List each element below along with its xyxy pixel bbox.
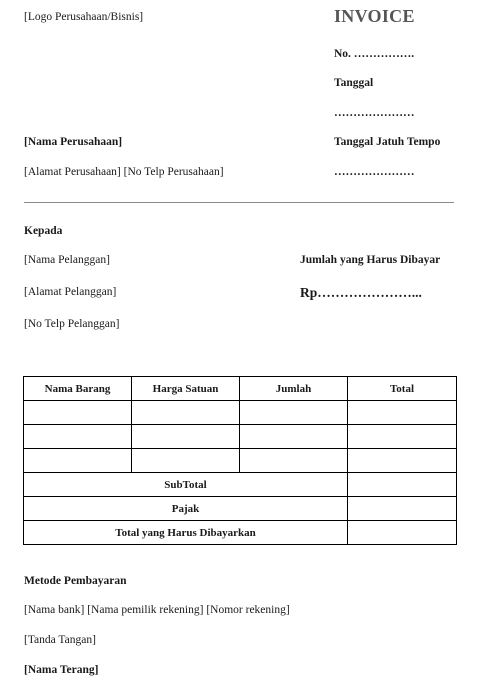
table-cell (24, 401, 132, 425)
subtotal-value (348, 473, 457, 497)
table-cell (132, 425, 240, 449)
company-name: [Nama Perusahaan] (24, 136, 123, 148)
recipient-address: [Alamat Pelanggan] (24, 286, 117, 298)
amount-due-value: Rp…………………... (300, 285, 422, 300)
table-cell (240, 425, 348, 449)
table-cell (24, 425, 132, 449)
table-cell (24, 449, 132, 473)
invoice-items-table (23, 376, 457, 545)
table-cell (240, 401, 348, 425)
invoice-title: INVOICE (334, 6, 415, 26)
table-cell (348, 449, 457, 473)
table-row (24, 425, 457, 449)
due-date-label: Tanggal Jatuh Tempo (334, 136, 441, 148)
subtotal-row (24, 473, 457, 497)
payment-details: [Nama bank] [Nama pemilik rekening] [Nomor rekening] (24, 604, 290, 616)
column-header: Nama Barang (24, 377, 132, 401)
tax-row (24, 497, 457, 521)
due-date-value: ………………… (334, 166, 415, 178)
invoice-date-label: Tanggal (334, 77, 374, 89)
tax-value (348, 497, 457, 521)
subtotal-label: SubTotal (24, 473, 348, 497)
recipient-heading: Kepada (24, 225, 63, 237)
printed-name: [Nama Terang] (24, 664, 99, 676)
amount-due-label: Jumlah yang Harus Dibayar (300, 254, 441, 266)
column-header: Jumlah (240, 377, 348, 401)
grand-total-row (24, 521, 457, 545)
recipient-phone: [No Telp Pelanggan] (24, 318, 120, 330)
column-header: Harga Satuan (132, 377, 240, 401)
recipient-name: [Nama Pelanggan] (24, 254, 110, 266)
table-cell (240, 449, 348, 473)
table-cell (348, 401, 457, 425)
header-divider (24, 202, 454, 203)
company-address-phone: [Alamat Perusahaan] [No Telp Perusahaan] (24, 166, 224, 178)
signature-placeholder: [Tanda Tangan] (24, 634, 96, 646)
column-header: Total (348, 377, 457, 401)
grand-total-value (348, 521, 457, 545)
table-cell (132, 401, 240, 425)
grand-total-label: Total yang Harus Dibayarkan (24, 521, 348, 545)
table-row (24, 401, 457, 425)
table-cell (348, 425, 457, 449)
invoice-number: No. ……………. (334, 48, 415, 60)
table-row (24, 449, 457, 473)
payment-method-heading: Metode Pembayaran (24, 575, 127, 587)
logo-placeholder: [Logo Perusahaan/Bisnis] (24, 11, 144, 23)
invoice-date-value: ………………… (334, 107, 415, 119)
tax-label: Pajak (24, 497, 348, 521)
table-header-row (24, 377, 457, 401)
table-cell (132, 449, 240, 473)
